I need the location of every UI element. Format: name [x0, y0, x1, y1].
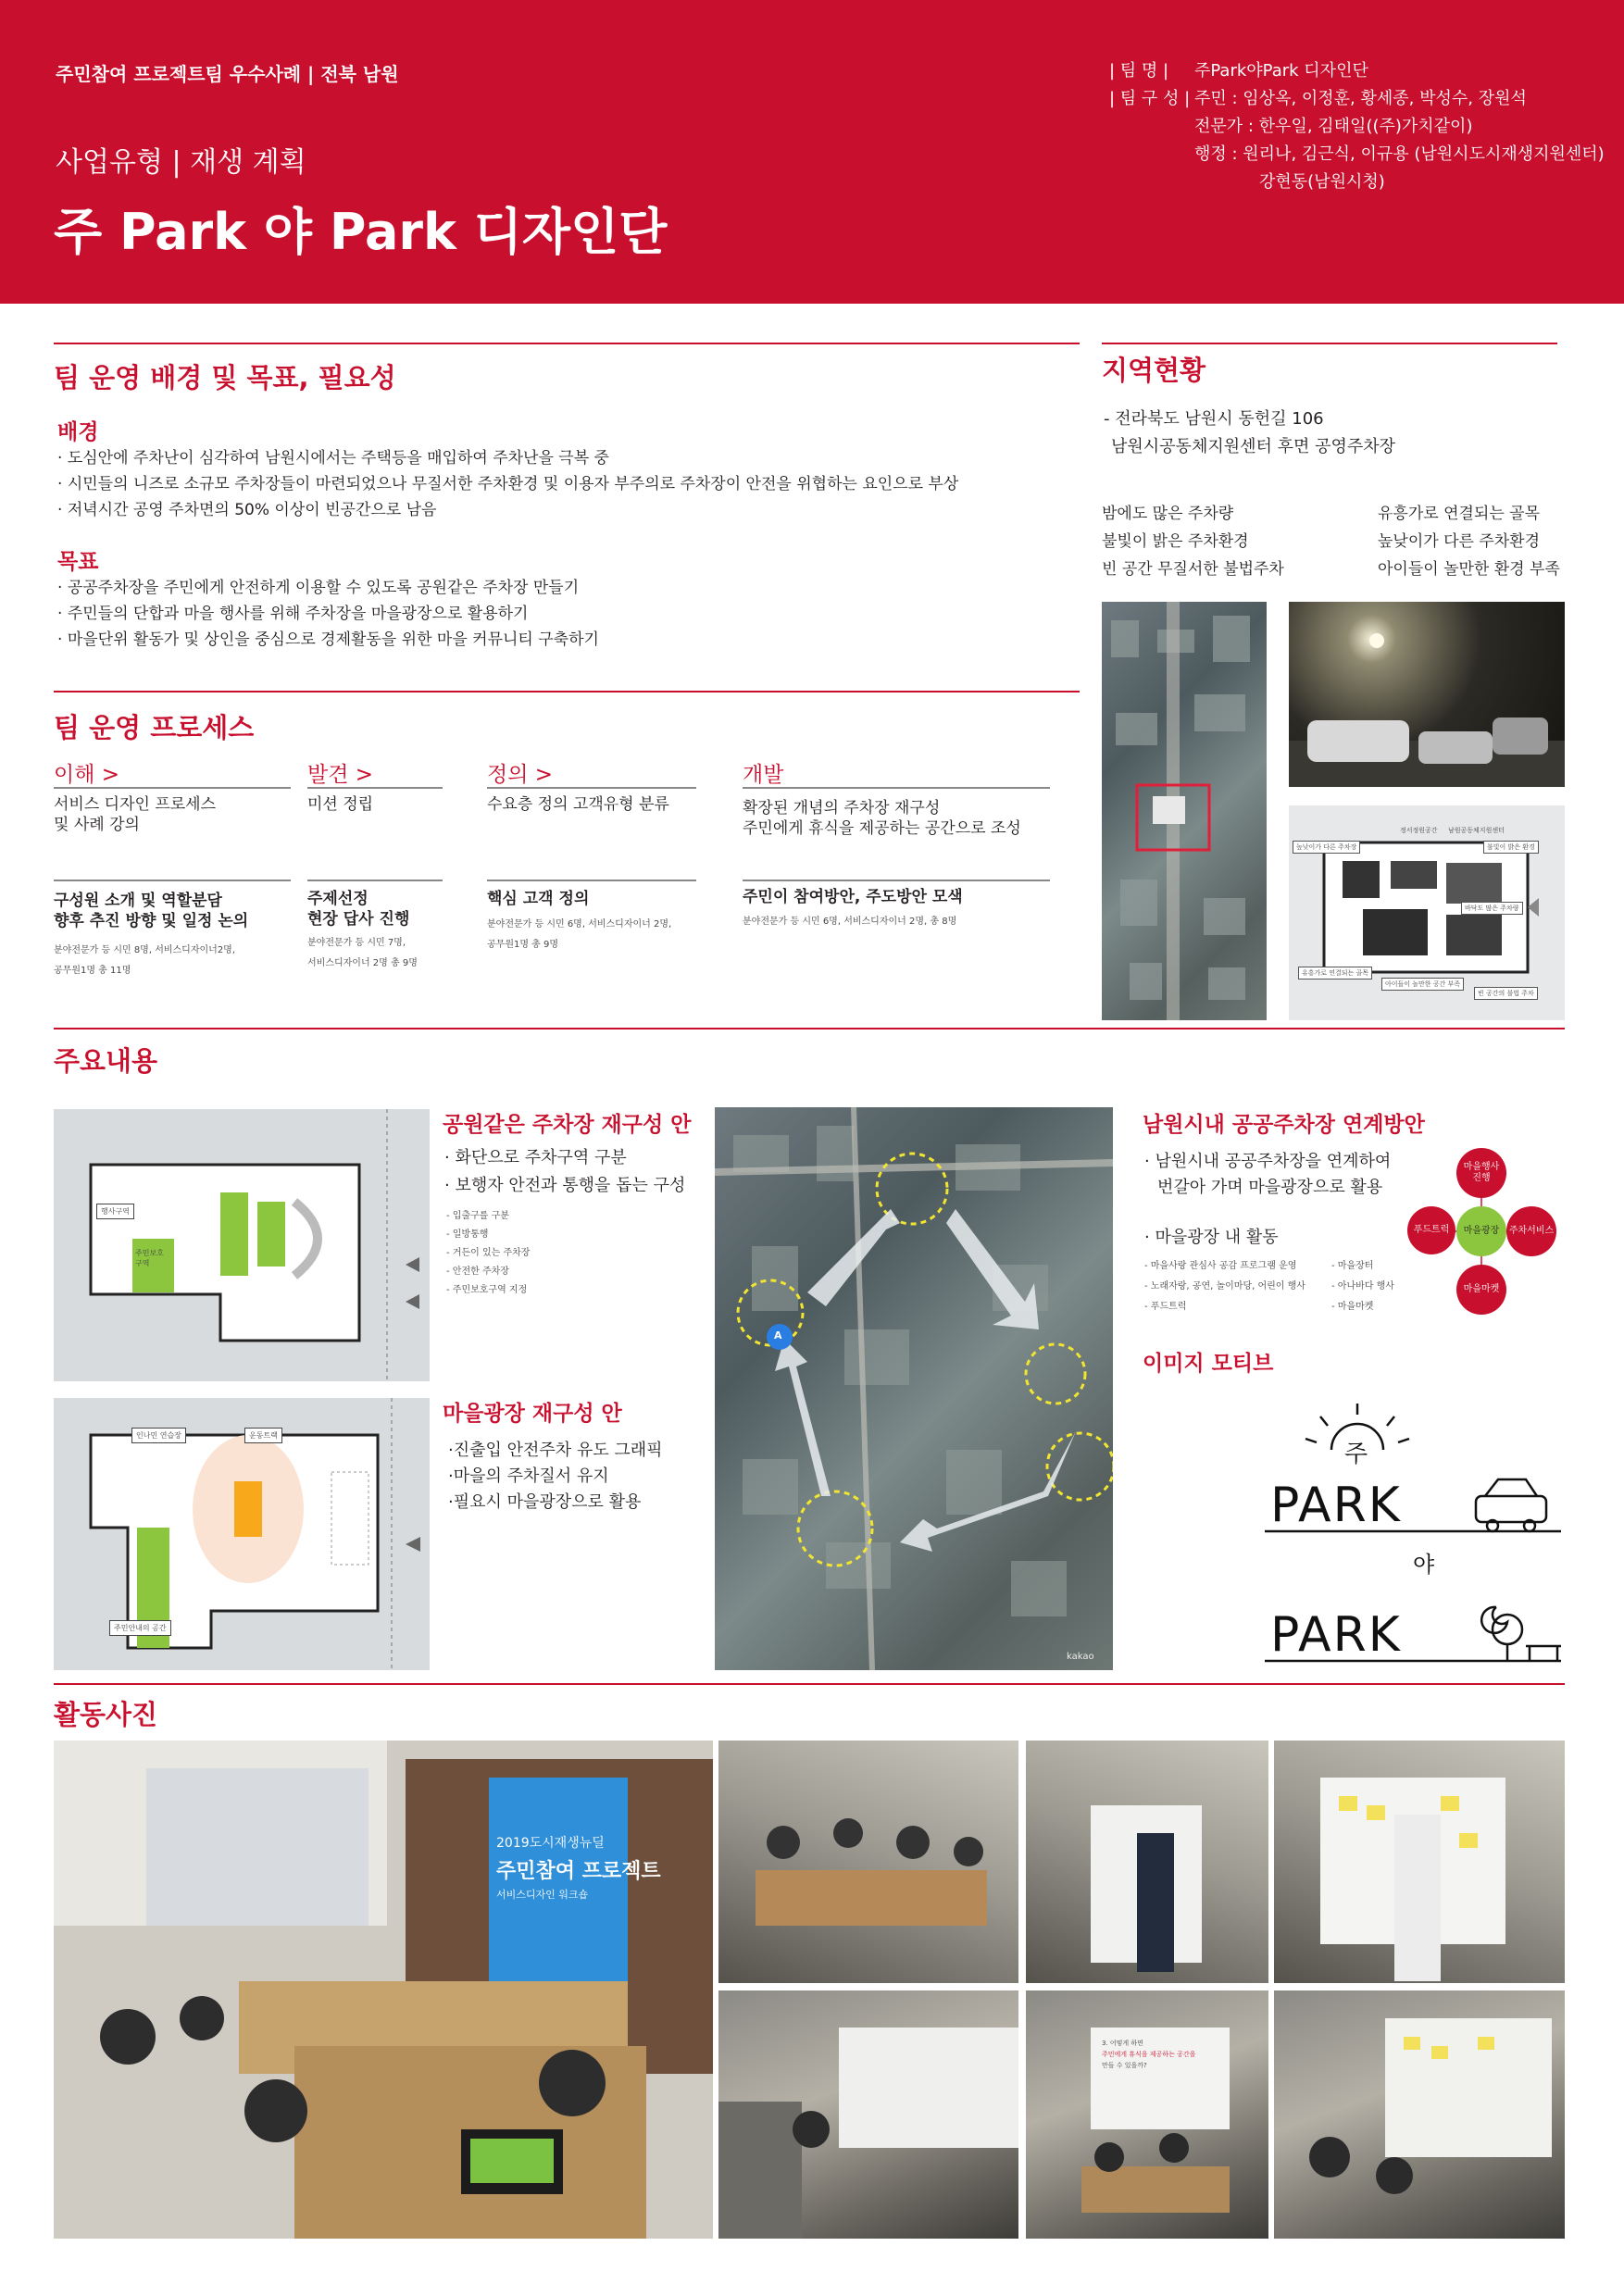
activity-photo — [718, 1990, 1018, 2239]
process-line — [307, 787, 443, 789]
process-step-head: 개발 — [743, 763, 784, 787]
process-step-bottom: 주제선정 현장 답사 진행 — [307, 890, 410, 929]
list-item: · 시민들의 니즈로 소규모 주차장들이 마련되었으나 무질서한 주차환경 및 이용자 부주의로 주차장이 안전을 위협하는 요인으로 부상 — [57, 471, 958, 497]
activity-photo-scene — [1026, 1990, 1268, 2239]
process-step-bottom: 구성원 소개 및 역할분담 향후 추진 방향 및 일정 논의 — [54, 892, 249, 930]
activity-photo-scene — [1274, 1741, 1565, 1983]
process-step-top: 서비스 디자인 프로세스 및 사례 강의 — [54, 795, 217, 834]
process-step-bottom: 주민이 참여방안, 주도방안 모색 — [743, 888, 963, 906]
list-item: · 공공주차장을 주민에게 안전하게 이용할 수 있도록 공원같은 주차장 만들기 — [57, 575, 599, 601]
circle-top: 마을행사 진행 — [1456, 1148, 1506, 1198]
list-item: · 도심안에 주차난이 심각하여 남원시에서는 주택등을 매입하여 주차난을 극복 중 — [57, 445, 958, 471]
activity-title: 활동사진 — [54, 1699, 158, 1730]
plan-label: 빈 공간의 불법 주차 — [1474, 987, 1538, 1000]
process-step-top: 수요층 정의 고객유형 분류 — [487, 795, 669, 814]
motif-park2: PARK — [1270, 1607, 1402, 1663]
plan2-item: ·마을의 주차질서 유지 — [448, 1466, 609, 1486]
plan1-note: - 주민보호구역 지정 — [446, 1285, 528, 1295]
plan-label: 정서정원공간 — [1400, 827, 1438, 834]
list-item: · 보행자 안전과 통행을 돕는 구성 — [444, 1172, 685, 1200]
motif-logo — [1265, 1396, 1568, 1670]
night-parking-photo — [1289, 602, 1565, 787]
motif-park1: PARK — [1270, 1478, 1402, 1533]
region-right-item: 아이들이 놀만한 환경 부족 — [1378, 560, 1560, 579]
goal-title: 목표 — [57, 550, 99, 574]
park-plan-drawing — [54, 1109, 430, 1381]
plan-label: 불빛이 밝은 환경 — [1483, 841, 1539, 854]
process-step-head: 정의 > — [487, 763, 554, 787]
slide-line1: 3. 어떻게 하면 — [1102, 2040, 1143, 2047]
map-marker-label: A — [774, 1329, 782, 1341]
activity-left: - 노래자랑, 공연, 놀이마당, 어린이 행사 — [1144, 1281, 1305, 1292]
banner-line2: 주민참여 프로젝트 — [496, 1860, 661, 1883]
slide-line2: 주민에게 휴식을 제공하는 공간을 — [1102, 2051, 1196, 2058]
goal-list — [57, 575, 599, 653]
region-left-item: 불빛이 밝은 주차환경 — [1102, 532, 1249, 551]
activity-right: - 마을마켓 — [1331, 1302, 1374, 1312]
process-step-note: 분야전문가 등 시민 7명, 서비스디자이너 2명 총 9명 — [307, 938, 418, 968]
plan-label: 운동트랙 — [244, 1428, 282, 1443]
activity-photo-main — [54, 1741, 713, 2239]
plan-label: 남원공동체지원센터 — [1448, 827, 1505, 834]
process-title: 팀 운영 프로세스 — [54, 712, 255, 743]
header-type-line: 사업유형 | 재생 계획 — [56, 146, 306, 179]
divider — [54, 343, 1080, 344]
plan-label: 인나민 연습장 — [131, 1428, 186, 1443]
divider — [54, 1028, 1565, 1029]
plan-label: 아이들이 놀만한 공간 부족 — [1381, 978, 1464, 991]
team-members-line4: 강현동(남원시청) — [1259, 172, 1385, 192]
process-step-note: 분야전문가 등 시민 6명, 서비스디자이너 2명, 총 8명 — [743, 917, 957, 927]
circle-bottom: 마을마켓 — [1456, 1265, 1506, 1315]
plan1-list — [444, 1144, 685, 1200]
background-list — [57, 445, 958, 523]
activity-photo — [718, 1741, 1018, 1983]
region-right-item: 높낮이가 다른 주차환경 — [1378, 532, 1541, 551]
link-item2: · 마을광장 내 활동 — [1144, 1228, 1279, 1247]
plan-label: 주민안내의 공간 — [109, 1620, 171, 1636]
plan1-note: - 안전한 주차장 — [446, 1267, 509, 1277]
activity-left: - 푸드트럭 — [1144, 1302, 1187, 1312]
night-parking-cars — [1289, 602, 1565, 787]
activity-photo — [1274, 1741, 1565, 1983]
activity-photo-main-scene — [54, 1741, 713, 2239]
link-item1b: 번갈아 가며 마을광장으로 활용 — [1157, 1178, 1383, 1197]
park-plan-diagram — [54, 1109, 430, 1381]
process-line — [487, 880, 696, 881]
divider — [54, 691, 1080, 693]
activity-photo-scene — [718, 1741, 1018, 1983]
team-name-value: 주Park야Park 디자인단 — [1194, 61, 1368, 81]
activity-right: - 마을장터 — [1331, 1261, 1374, 1271]
process-line — [743, 787, 1050, 789]
activity-photo — [1274, 1990, 1565, 2239]
region-left-item: 밤에도 많은 주차량 — [1102, 505, 1234, 523]
process-line — [487, 787, 696, 789]
page-title: 주 Park 야 Park 디자인단 — [54, 203, 668, 261]
process-step-top: 확장된 개념의 주차장 재구성 주민에게 휴식을 제공하는 공간으로 조성 — [743, 799, 1021, 838]
plan-label: 주민보호 구역 — [135, 1249, 164, 1267]
main-title: 주요내용 — [54, 1045, 158, 1077]
map-watermark: kakao — [1067, 1652, 1094, 1662]
region-address1: - 전라북도 남원시 동헌길 106 — [1104, 409, 1324, 429]
circle-left: 푸드트럭 — [1407, 1206, 1455, 1254]
process-line — [307, 880, 443, 881]
plan2-title: 마을광장 재구성 안 — [443, 1402, 622, 1426]
header-banner — [0, 0, 1624, 304]
header-top-line: 주민참여 프로젝트팀 우수사례 | 전북 남원 — [56, 63, 399, 85]
list-item: · 화단으로 주차구역 구분 — [444, 1144, 685, 1172]
banner-line3: 서비스디자인 워크숍 — [496, 1889, 589, 1901]
plan1-note: - 입출구를 구분 — [446, 1211, 509, 1221]
team-members-line1: 주민 : 임상옥, 이정훈, 황세종, 박성수, 장원석 — [1194, 89, 1527, 108]
background-section-title: 팀 운영 배경 및 목표, 필요성 — [54, 362, 396, 393]
region-right-item: 유흥가로 연결되는 골목 — [1378, 505, 1541, 523]
list-item: · 주민들의 단합과 마을 행사를 위해 주차장을 마을광장으로 활용하기 — [57, 601, 599, 627]
plan-label: 유흥가로 연결되는 골목 — [1298, 967, 1372, 980]
team-name-label: | 팀 명 | — [1109, 61, 1169, 81]
region-address2: 남원시공동체지원센터 후면 공영주차장 — [1111, 437, 1396, 456]
plan-label: 높낮이가 다른 주차장 — [1293, 841, 1360, 854]
activity-photo-scene — [1026, 1741, 1268, 1983]
town-map-overlay — [715, 1107, 1113, 1670]
process-line — [743, 880, 1050, 881]
banner-line1: 2019도시재생뉴딜 — [496, 1836, 605, 1851]
plan2-item: ·진출입 안전주차 유도 그래픽 — [448, 1441, 663, 1460]
circle-right: 주차서비스 — [1506, 1206, 1556, 1256]
region-left-item: 빈 공간 무질서한 불법주차 — [1102, 560, 1284, 579]
process-step-top: 미션 정립 — [307, 795, 374, 814]
process-step-head: 이해 > — [54, 763, 120, 787]
motif-title: 이미지 모티브 — [1143, 1352, 1274, 1376]
list-item: · 저녁시간 공영 주차면의 50% 이상이 빈공간으로 남음 — [57, 497, 958, 523]
process-step-note: 분야전문가 등 시민 8명, 서비스디자이너2명, 공무원1명 총 11명 — [54, 945, 236, 976]
site-aerial-overlay — [1102, 602, 1267, 1020]
circle-center: 마을광장 — [1456, 1206, 1506, 1256]
activity-right: - 아나바다 행사 — [1331, 1281, 1394, 1292]
activity-photo-scene — [718, 1990, 1018, 2239]
plaza-plan-diagram — [54, 1398, 430, 1670]
town-aerial-map — [715, 1107, 1113, 1670]
process-step-head: 발견 > — [307, 763, 374, 787]
background-title: 배경 — [57, 420, 99, 444]
process-step-bottom: 핵심 고객 정의 — [487, 890, 590, 908]
link-title: 남원시내 공공주차장 연계방안 — [1143, 1113, 1425, 1137]
site-aerial-photo — [1102, 602, 1267, 1020]
team-members-line2: 전문가 : 한우일, 김태일((주)가치같이) — [1194, 117, 1473, 136]
plan1-note: - 일방통행 — [446, 1229, 489, 1240]
plan1-note: - 거든이 있는 주차장 — [446, 1248, 531, 1258]
activity-photo — [1026, 1990, 1268, 2239]
list-item: · 마을단위 활동가 및 상인을 중심으로 경제활동을 위한 마을 커뮤니티 구축하기 — [57, 627, 599, 653]
team-members-label: | 팀 구 성 | — [1109, 89, 1191, 108]
activity-photo — [1026, 1741, 1268, 1983]
activity-left: - 마을사랑 관심사 공감 프로그램 운영 — [1144, 1261, 1297, 1271]
plan-label: 바닥도 많은 주차량 — [1461, 902, 1523, 915]
process-line — [54, 787, 291, 789]
motif-ya: 야 — [1413, 1552, 1435, 1578]
region-title: 지역현황 — [1102, 355, 1206, 386]
plan1-title: 공원같은 주차장 재구성 안 — [443, 1113, 692, 1137]
plan2-item: ·필요시 마을광장으로 활용 — [448, 1492, 642, 1512]
site-plan-diagram — [1289, 805, 1565, 1020]
team-info — [1109, 57, 1605, 196]
link-item1: · 남원시내 공공주차장을 연계하여 — [1144, 1152, 1392, 1171]
divider — [1102, 343, 1557, 344]
plan-label: 행사구역 — [96, 1204, 134, 1219]
process-line — [54, 880, 291, 881]
motif-ju: 주 — [1344, 1441, 1368, 1468]
slide-line3: 만들 수 있을까? — [1102, 2062, 1147, 2069]
activity-photo-scene — [1274, 1990, 1565, 2239]
divider — [54, 1683, 1565, 1685]
process-step-note: 분야전문가 등 시민 6명, 서비스디자이너 2명, 공무원1명 총 9명 — [487, 919, 672, 950]
team-members-line3: 행정 : 원리나, 김근식, 이규용 (남원시도시재생지원센터) — [1194, 144, 1605, 164]
